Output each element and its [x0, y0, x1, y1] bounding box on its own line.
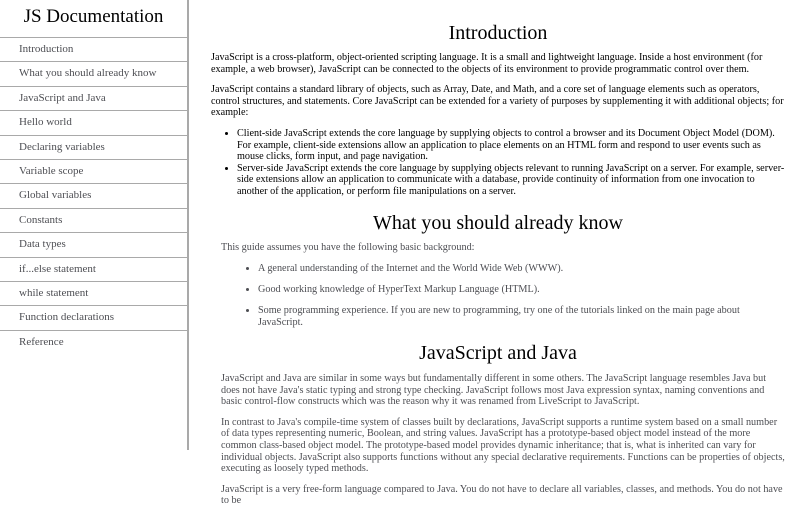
- paragraph: This guide assumes you have the following basic background:: [221, 241, 475, 253]
- list-item: • A general understanding of the Internet and the World Wide Web (WWW).: [258, 263, 785, 275]
- section-title: What you should already know: [373, 211, 623, 234]
- main-doc: [211, 0, 785, 516]
- paragraph: JavaScript is a cross-platform, object-oriented scripting language. It is a small and lightweight language. Inside a host environment (for example, a web browser), JavaScript can be connected to the objects of its environment to provide programmatic control over them.: [211, 52, 763, 75]
- nav-link-data-types[interactable]: Data types: [0, 233, 187, 257]
- section-javascript-and-java: [211, 338, 785, 507]
- navbar: [0, 0, 189, 450]
- section-introduction: [211, 0, 785, 198]
- nav-link-hello-world[interactable]: Hello world: [0, 111, 187, 135]
- list-item: • Good working knowledge of HyperText Markup Language (HTML).: [258, 284, 785, 296]
- paragraph: JavaScript and Java are similar in some ways but fundamentally different in some others. The JavaScript language resembles Java but does not have Java's static typing and strong type checking. JavaScript follows most Java expression syntax, naming conventions and basic control-flow constructs which was the reason why it was renamed from LiveScript to JavaScript.: [221, 373, 767, 408]
- nav-link-javascript-and-java[interactable]: JavaScript and Java: [0, 87, 187, 111]
- nav-link-declaring-variables[interactable]: Declaring variables: [0, 136, 187, 160]
- paragraph: JavaScript is a very free-form language compared to Java. You do not have to declare all variables, classes, and methods. You do not have to be: [221, 483, 783, 507]
- paragraph: JavaScript contains a standard library of objects, such as Array, Date, and Math, and a core set of language elements such as operators, control structures, and statements. Core JavaScript can be extended for a variety of purposes by supplementing it with additional objects; for example:: [211, 84, 784, 119]
- bullet-list: [211, 128, 785, 198]
- list-item: • Client-side JavaScript extends the core language by supplying objects to control a browser and its Document Object Model (DOM). For example, client-side extensions allow an application to place elements on an HTML form and respond to user events such as mouse clicks, form input, and page navigation.: [237, 128, 785, 163]
- bullet-list: [211, 263, 785, 328]
- nav-link-global-variables[interactable]: Global variables: [0, 184, 187, 208]
- nav-list: [0, 38, 187, 354]
- nav-link-introduction[interactable]: Introduction: [0, 38, 187, 62]
- nav-link-while-statement[interactable]: while statement: [0, 282, 187, 306]
- nav-link-variable-scope[interactable]: Variable scope: [0, 160, 187, 184]
- section-title: JavaScript and Java: [419, 342, 577, 364]
- list-item: • Server-side JavaScript extends the core language by supplying objects relevant to running JavaScript on a server. For example, server-side extensions allow an application to communicate with a database, provide continuity of information from one invocation to another of the application, or perform file manipulations on a server.: [237, 163, 785, 198]
- nav-link-what-you-should-already-know[interactable]: What you should already know: [0, 62, 187, 86]
- section-title: Introduction: [448, 22, 548, 44]
- nav-link-constants[interactable]: Constants: [0, 209, 187, 233]
- section-what-you-should-already-know: [211, 198, 785, 329]
- nav-link-reference[interactable]: Reference: [19, 335, 64, 348]
- nav-link-function-declarations[interactable]: Function declarations: [0, 306, 187, 330]
- paragraph: In contrast to Java's compile-time system of classes built by declarations, JavaScript supports a runtime system based on a small number of data types representing numeric, Boolean, and string values. JavaScript has a prototype-based object model instead of the more common class-based object model. The prototype-based model provides dynamic inheritance; that is, what is inherited can vary for individual objects. JavaScript also supports functions without any special declarative requirements. Functions can be properties of objects, executing as loosely typed methods.: [221, 416, 785, 475]
- nav-link-if-else-statement[interactable]: if...else statement: [0, 258, 187, 282]
- nav-title: JS Documentation: [0, 0, 187, 38]
- list-item: • Some programming experience. If you are new to programming, try one of the tutorials linked on the main page about JavaScript.: [258, 305, 785, 328]
